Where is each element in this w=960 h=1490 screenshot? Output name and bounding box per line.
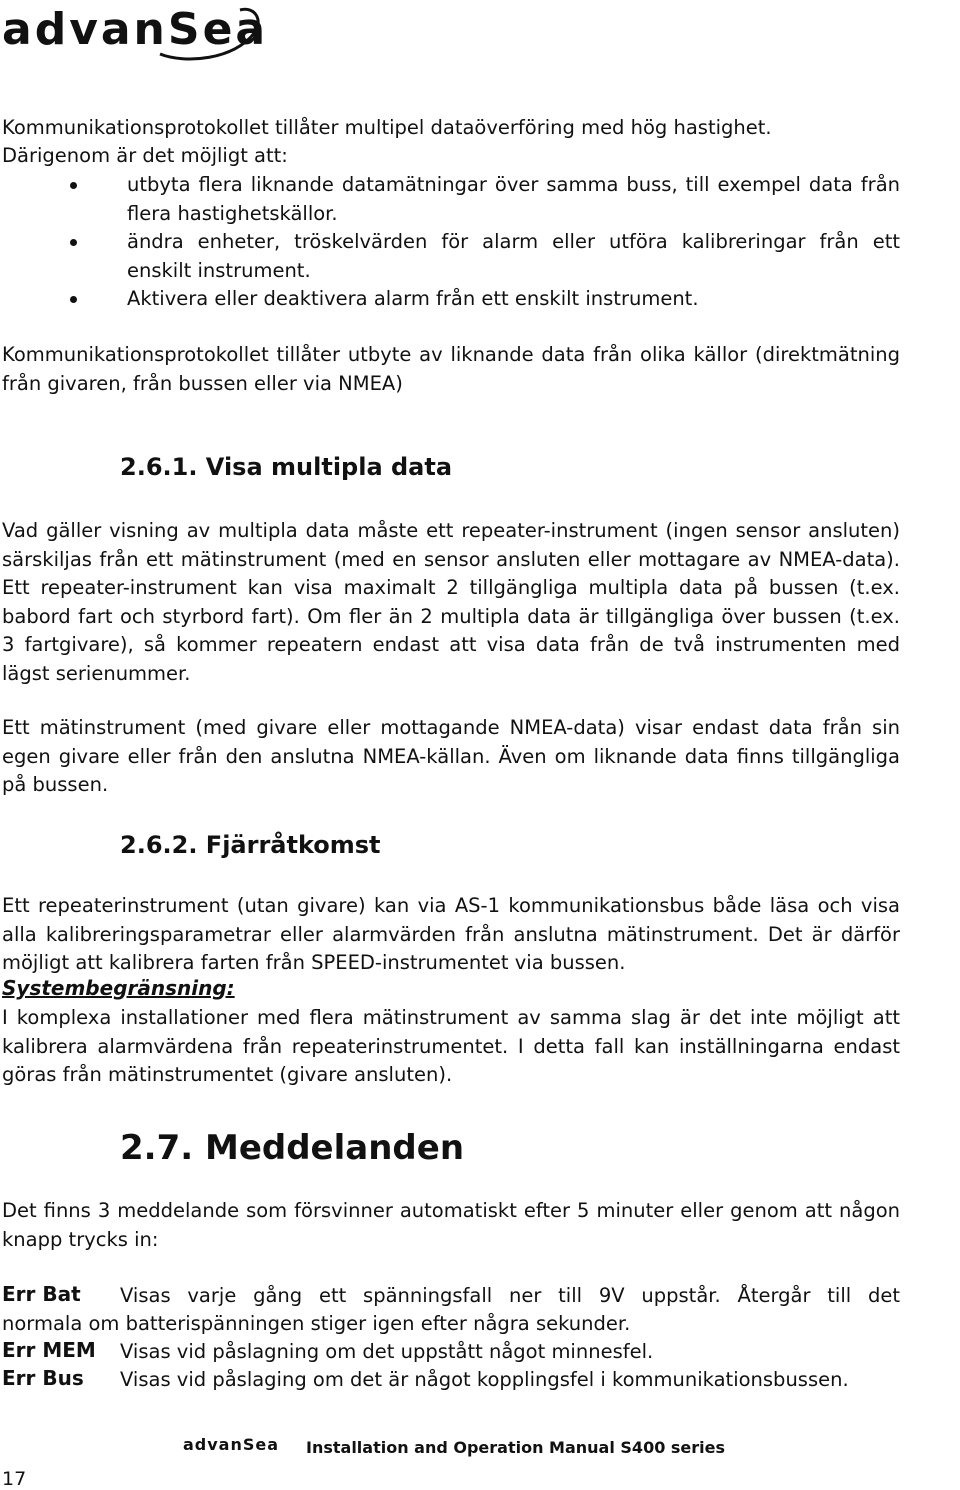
footer-logo xyxy=(183,1433,283,1463)
intro-paragraph-2: Kommunikationsprotokollet tillåter utbyte av liknande data från olika källor (direktmätning från givaren, från bussen eller via NMEA) xyxy=(2,343,900,395)
section-2-7-paragraph: Det finns 3 meddelande som försvinner automatiskt efter 5 minuter eller genom att någon knapp trycks in: xyxy=(2,1199,900,1251)
bullet-text: utbyta flera liknande datamätningar över samma buss, till exempel data från flera hastighetskällor. xyxy=(127,173,900,225)
intro-paragraph: Kommunikationsprotokollet tillåter multipel dataöverföring med hög hastighet. xyxy=(2,116,772,139)
section-2-6-1-paragraph-1: Vad gäller visning av multipla data måste ett repeater-instrument (ingen sensor ansluten) särskiljas från ett mätinstrument (med en sensor ansluten eller mottagare av NMEA-data). Ett repeater-instrument kan visa maximalt 2 tillgängliga multipla data på bussen (t.ex. babord fart och styrbord fart). Om fler än 2 multipla data är tillgängliga över bussen (t.ex. 3 fartgivare), så kommer repeatern endast att visa data från de två instrumenten med lägst serienummer. xyxy=(2,519,900,685)
page-number: 17 xyxy=(2,1468,27,1490)
bullet-icon xyxy=(70,296,77,303)
error-text-bat: Visas varje gång ett spänningsfall ner till 9V uppstår. Återgår till det xyxy=(120,1284,900,1307)
error-code-bat: Err Bat xyxy=(2,1282,81,1306)
header-logo-text: advanSea xyxy=(2,4,269,55)
bullet-icon xyxy=(70,239,77,246)
error-code-mem: Err MEM xyxy=(2,1338,96,1362)
intro-lead: Därigenom är det möjligt att: xyxy=(2,144,288,167)
section-heading-2-7: 2.7. Meddelanden xyxy=(120,1128,465,1168)
system-limitation-title: Systembegränsning: xyxy=(2,976,235,1000)
error-text-bat-continued: normala om batterispänningen stiger igen efter några sekunder. xyxy=(2,1312,631,1335)
section-heading-2-6-2: 2.6.2. Fjärråtkomst xyxy=(120,831,381,859)
header-logo xyxy=(0,0,270,62)
error-text-bus: Visas vid påslaging om det är något kopplingsfel i kommunikationsbussen. xyxy=(120,1368,849,1391)
section-2-6-1-paragraph-2: Ett mätinstrument (med givare eller mottagande NMEA-data) visar endast data från sin egen givare eller från den anslutna NMEA-källan. Även om liknande data finns tillgängliga på bussen. xyxy=(2,716,900,796)
bullet-text: ändra enheter, tröskelvärden för alarm eller utföra kalibreringar från ett enskilt instrument. xyxy=(127,230,900,282)
error-code-bus: Err Bus xyxy=(2,1366,84,1390)
section-heading-2-6-1: 2.6.1. Visa multipla data xyxy=(120,453,453,481)
bullet-item-1 xyxy=(0,171,900,228)
bullet-icon xyxy=(70,182,77,189)
error-text-mem: Visas vid påslagning om det uppstått något minnesfel. xyxy=(120,1340,654,1363)
section-2-6-2-paragraph-1: Ett repeaterinstrument (utan givare) kan via AS-1 kommunikationsbus både läsa och visa alla kalibreringsparametrar eller alarmvärden från anslutna mätinstrument. Det är därför möjligt att kalibrera farten från SPEED-instrumentet via bussen. xyxy=(2,894,900,974)
logo-swoosh-icon xyxy=(155,2,265,62)
bullet-item-2 xyxy=(0,228,900,285)
bullet-item-3 xyxy=(0,285,900,314)
section-2-6-2-paragraph-2: I komplexa installationer med flera mätinstrument av samma slag är det inte möjligt att kalibrera alarmvärdena från repeaterinstrumentet. I detta fall kan inställningarna endast göras från mätinstrumentet (givare ansluten). xyxy=(2,1006,900,1086)
bullet-text: Aktivera eller deaktivera alarm från ett enskilt instrument. xyxy=(127,287,699,310)
footer-logo-text: advanSea xyxy=(183,1435,280,1454)
footer-title: Installation and Operation Manual S400 series xyxy=(306,1438,726,1457)
